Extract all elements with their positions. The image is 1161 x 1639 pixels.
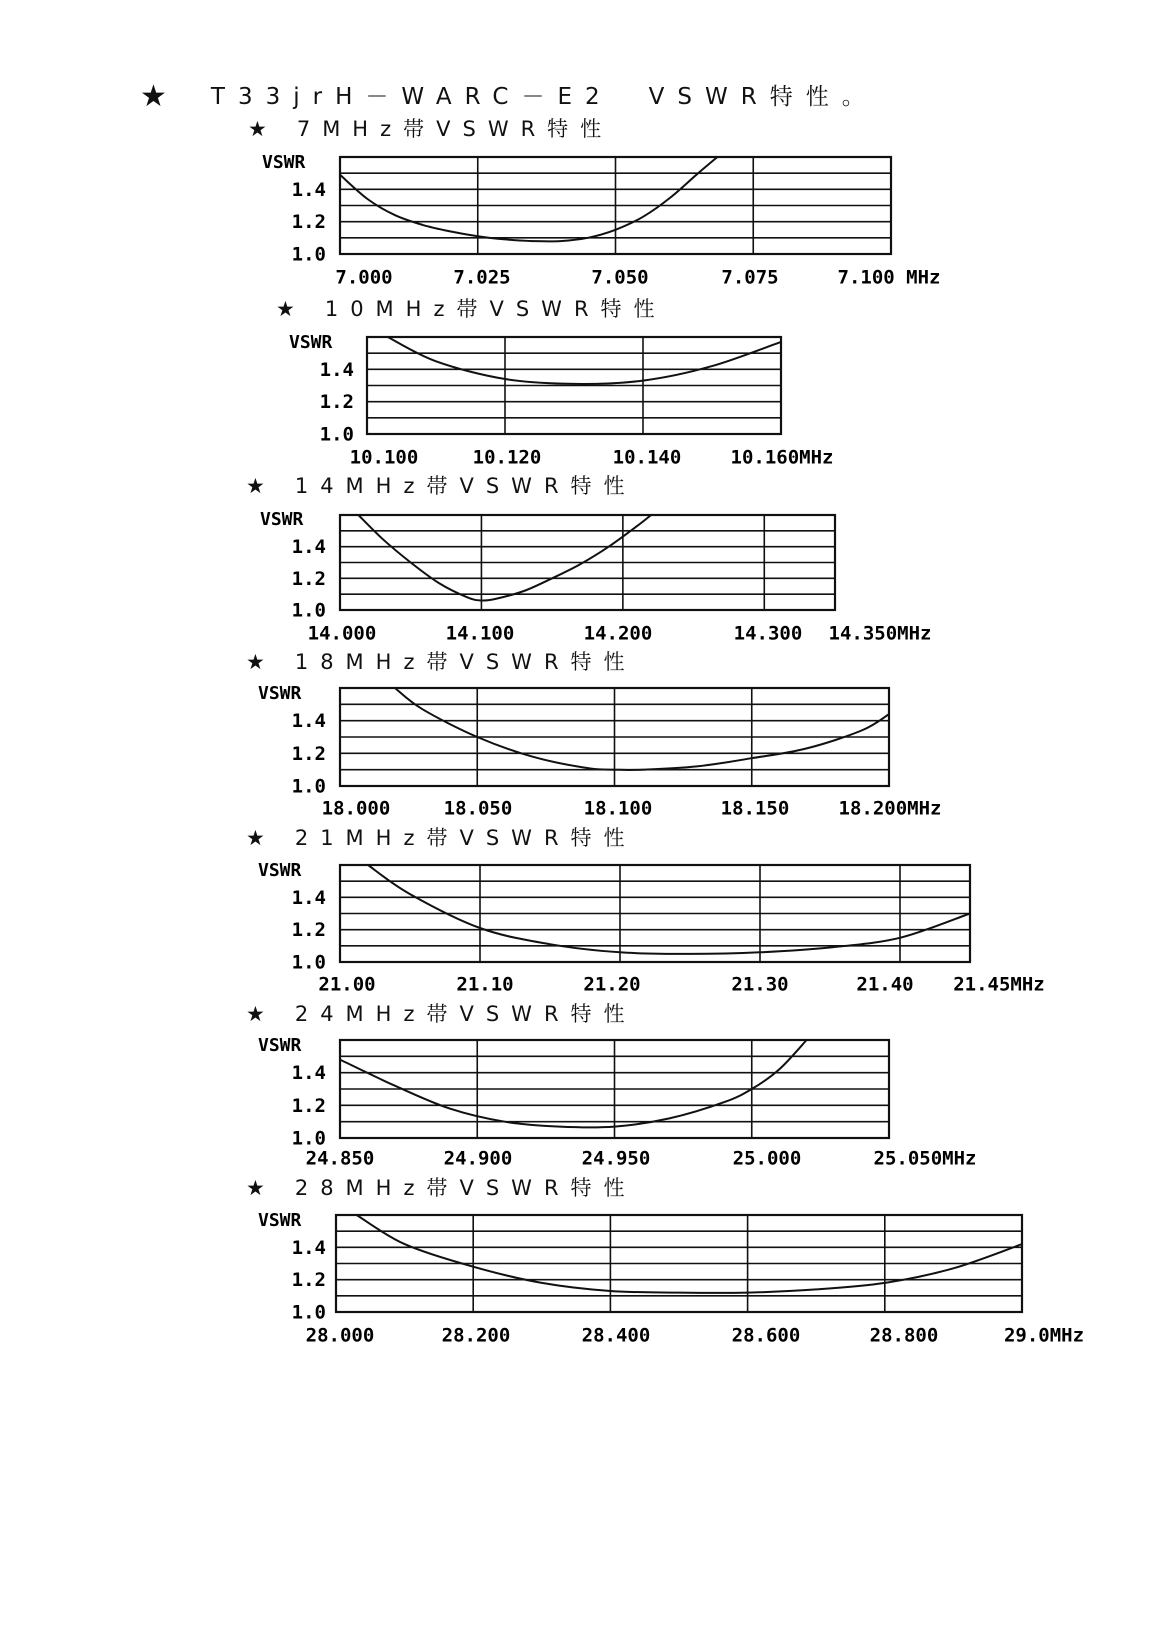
- y-tick-label: 1.2: [291, 742, 326, 765]
- star-icon: ★: [246, 826, 265, 850]
- x-tick-label: 28.000: [305, 1324, 375, 1347]
- y-tick-label: 1.0: [291, 1301, 326, 1324]
- x-tick-label: 18.200MHz: [838, 797, 942, 820]
- chart-title: 7MHz帯VSWR特性: [296, 117, 614, 141]
- star-icon: ★: [246, 650, 265, 674]
- chart-title: 18MHz帯VSWR特性: [294, 650, 637, 674]
- y-axis-title: VSWR: [258, 683, 302, 704]
- chart-title: 28MHz帯VSWR特性: [294, 1176, 637, 1200]
- x-tick-label: 14.200: [583, 622, 653, 645]
- y-axis-title: VSWR: [289, 332, 333, 353]
- chart-title: 21MHz帯VSWR特性: [294, 826, 637, 850]
- y-axis-title: VSWR: [258, 1035, 302, 1056]
- x-tick-label: 7.050: [591, 266, 649, 289]
- vswr-curve: [357, 1215, 1022, 1293]
- x-tick-label: 14.350MHz: [828, 622, 932, 645]
- y-tick-label: 1.2: [291, 567, 326, 590]
- y-tick-label: 1.0: [291, 243, 326, 266]
- x-tick-label: 28.400: [581, 1324, 651, 1347]
- x-tick-label: 21.00: [318, 973, 376, 996]
- chart-title: 24MHz帯VSWR特性: [294, 1002, 637, 1026]
- x-tick-label: 28.800: [869, 1324, 939, 1347]
- x-tick-label: 21.40: [856, 973, 914, 996]
- y-tick-label: 1.4: [291, 1236, 326, 1259]
- y-tick-label: 1.4: [291, 178, 326, 201]
- x-tick-label: 10.140: [612, 446, 682, 469]
- y-tick-label: 1.2: [291, 211, 326, 234]
- x-tick-label: 24.850: [305, 1147, 375, 1170]
- star-icon: ★: [248, 117, 267, 141]
- y-tick-label: 1.0: [291, 599, 326, 622]
- x-tick-label: 28.200: [441, 1324, 511, 1347]
- y-tick-label: 1.4: [291, 886, 326, 909]
- y-axis-title: VSWR: [258, 1210, 302, 1231]
- star-icon: ★: [246, 474, 265, 498]
- chart-title: 14MHz帯VSWR特性: [294, 474, 637, 498]
- x-tick-label: 21.10: [456, 973, 514, 996]
- chart-title: 10MHz帯VSWR特性: [324, 297, 667, 321]
- x-tick-label: 14.300: [733, 622, 803, 645]
- x-tick-label: 10.160MHz: [730, 446, 834, 469]
- y-tick-label: 1.4: [291, 1062, 326, 1085]
- x-tick-label: 18.150: [720, 797, 790, 820]
- x-tick-label: 14.100: [445, 622, 515, 645]
- y-tick-label: 1.2: [319, 391, 354, 414]
- y-tick-label: 1.2: [291, 1094, 326, 1117]
- x-tick-label: 28.600: [731, 1324, 801, 1347]
- x-tick-label: 18.050: [443, 797, 513, 820]
- y-tick-label: 1.0: [291, 775, 326, 798]
- x-tick-label: 25.000: [732, 1147, 802, 1170]
- x-tick-label: 7.075: [721, 266, 779, 289]
- star-icon: ★: [276, 297, 295, 321]
- x-tick-label: 24.900: [443, 1147, 513, 1170]
- x-tick-label: 18.100: [583, 797, 653, 820]
- x-tick-label: 7.100 MHz: [837, 266, 941, 289]
- x-tick-label: 21.20: [583, 973, 641, 996]
- page-title-text: T33jrH－WARC－E2 VSWR特性。: [210, 84, 878, 110]
- y-axis-title: VSWR: [258, 860, 302, 881]
- x-tick-label: 10.120: [472, 446, 542, 469]
- star-icon: ★: [246, 1002, 265, 1026]
- x-tick-label: 14.000: [307, 622, 377, 645]
- x-tick-label: 24.950: [581, 1147, 651, 1170]
- star-icon: ★: [140, 79, 167, 114]
- y-tick-label: 1.2: [291, 1269, 326, 1292]
- x-tick-label: 29.0MHz: [1003, 1324, 1085, 1347]
- x-tick-label: 21.45MHz: [953, 973, 1045, 996]
- y-axis-title: VSWR: [262, 152, 306, 173]
- y-axis-title: VSWR: [260, 509, 304, 530]
- y-tick-label: 1.0: [291, 1127, 326, 1150]
- y-tick-label: 1.2: [291, 919, 326, 942]
- x-tick-label: 7.000: [335, 266, 393, 289]
- star-icon: ★: [246, 1176, 265, 1200]
- y-tick-label: 1.0: [291, 951, 326, 974]
- y-tick-label: 1.4: [291, 536, 326, 559]
- x-tick-label: 25.050MHz: [873, 1147, 977, 1170]
- y-tick-label: 1.4: [291, 710, 326, 733]
- x-tick-label: 10.100: [349, 446, 419, 469]
- y-tick-label: 1.4: [319, 358, 354, 381]
- x-tick-label: 7.025: [453, 266, 511, 289]
- y-tick-label: 1.0: [319, 423, 354, 446]
- x-tick-label: 18.000: [321, 797, 391, 820]
- x-tick-label: 21.30: [731, 973, 789, 996]
